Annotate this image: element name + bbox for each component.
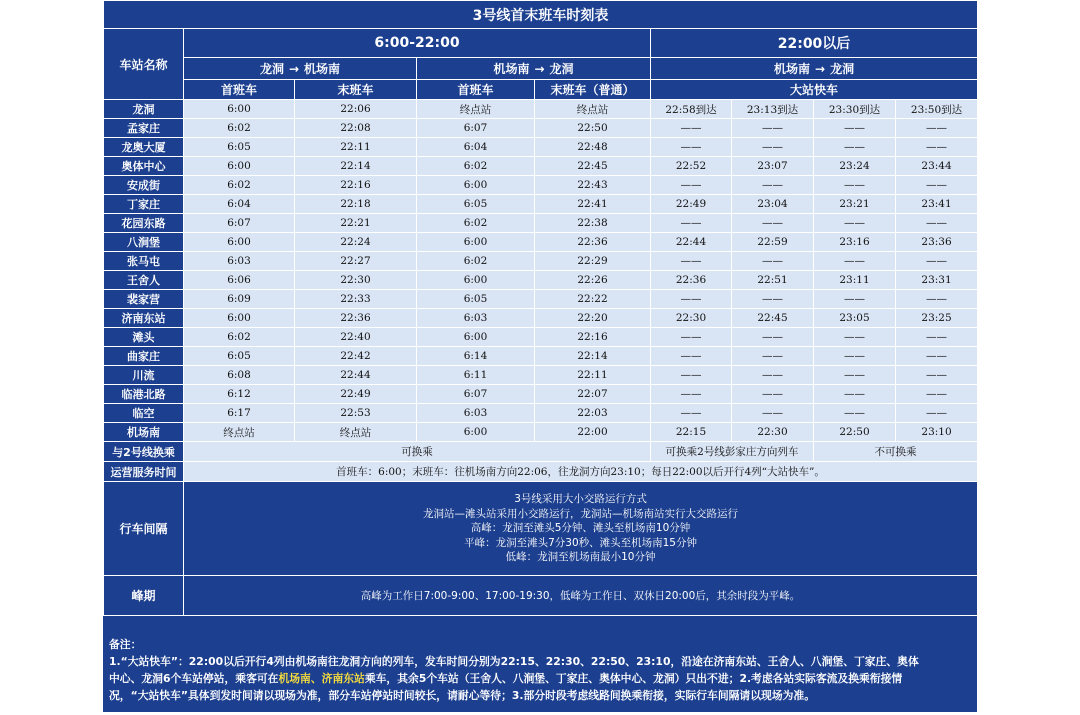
direction-header-airport-to-longdong: 机场南 → 龙洞 — [417, 58, 651, 80]
station-name: 孟家庄 — [104, 119, 184, 138]
express-time: 23:10 — [896, 423, 978, 442]
table-row — [104, 119, 978, 138]
last-train-time: 终点站 — [535, 100, 651, 119]
express-time: —— — [814, 119, 896, 138]
first-train-time: 6:09 — [184, 290, 295, 309]
express-time: 22:51 — [732, 271, 814, 290]
station-name: 花园东路 — [104, 214, 184, 233]
last-train-time: 22:16 — [535, 328, 651, 347]
express-time: 22:52 — [651, 157, 732, 176]
last-train-time: 22:00 — [535, 423, 651, 442]
table-row — [104, 252, 978, 271]
express-time: —— — [732, 404, 814, 423]
express-time: 22:49 — [651, 195, 732, 214]
express-time: —— — [651, 252, 732, 271]
express-time: —— — [814, 290, 896, 309]
station-name: 张马屯 — [104, 252, 184, 271]
express-time: 22:15 — [651, 423, 732, 442]
express-time: —— — [814, 366, 896, 385]
first-train-time: 6:05 — [417, 290, 535, 309]
table-row — [104, 404, 978, 423]
station-name: 川流 — [104, 366, 184, 385]
first-train-time: 6:05 — [184, 347, 295, 366]
express-time: —— — [651, 347, 732, 366]
table-row — [104, 138, 978, 157]
first-train-header: 首班车 — [417, 80, 535, 100]
express-time: —— — [651, 366, 732, 385]
first-train-time: 6:00 — [417, 176, 535, 195]
first-train-time: 6:04 — [184, 195, 295, 214]
transfer-day: 可换乘 — [184, 442, 651, 462]
first-train-time: 6:00 — [184, 157, 295, 176]
last-train-time: 22:16 — [295, 176, 417, 195]
last-train-time: 22:27 — [295, 252, 417, 271]
first-train-time: 终点站 — [417, 100, 535, 119]
express-time: —— — [814, 252, 896, 271]
express-time: 23:07 — [732, 157, 814, 176]
last-train-time: 22:29 — [535, 252, 651, 271]
express-time: —— — [896, 366, 978, 385]
last-train-time: 22:49 — [295, 385, 417, 404]
arrow-right-icon: → — [288, 62, 300, 76]
first-train-time: 6:00 — [417, 423, 535, 442]
first-train-time: 6:03 — [417, 404, 535, 423]
express-time: —— — [896, 290, 978, 309]
express-time: —— — [896, 214, 978, 233]
express-time: —— — [732, 252, 814, 271]
express-time: 22:50 — [814, 423, 896, 442]
express-time: 23:30到达 — [814, 100, 896, 119]
station-name: 临港北路 — [104, 385, 184, 404]
station-name: 龙奥大厦 — [104, 138, 184, 157]
table-row — [104, 328, 978, 347]
last-train-time: 22:14 — [295, 157, 417, 176]
first-train-time: 6:06 — [184, 271, 295, 290]
table-row — [104, 366, 978, 385]
table-row — [104, 347, 978, 366]
station-name: 滩头 — [104, 328, 184, 347]
first-train-time: 6:00 — [184, 309, 295, 328]
last-train-time: 22:40 — [295, 328, 417, 347]
notes-line-1: 1.“大站快车”：22:00以后开行4列由机场南往龙洞方向的列车，发车时间分别为22:15、22:30、22:50、23:10，沿途在济南东站、王舍人、八涧堡、丁家庄、奥体 — [109, 655, 919, 668]
table-row — [104, 309, 978, 328]
table-row — [104, 233, 978, 252]
express-time: —— — [896, 404, 978, 423]
last-train-time: 22:30 — [295, 271, 417, 290]
express-time: 22:59 — [732, 233, 814, 252]
express-time: 23:31 — [896, 271, 978, 290]
express-time: 23:36 — [896, 233, 978, 252]
direction-header-longdong-to-airport: 龙洞 → 机场南 — [184, 58, 417, 80]
last-train-time: 22:43 — [535, 176, 651, 195]
notes — [103, 628, 977, 712]
express-time: —— — [814, 328, 896, 347]
express-time: 23:16 — [814, 233, 896, 252]
last-train-time: 22:22 — [535, 290, 651, 309]
transfer-night-b: 不可换乘 — [814, 442, 978, 462]
station-name: 龙洞 — [104, 100, 184, 119]
table-row — [104, 290, 978, 309]
timetable — [103, 0, 978, 616]
last-train-time: 22:53 — [295, 404, 417, 423]
last-train-time: 22:20 — [535, 309, 651, 328]
express-time: —— — [896, 328, 978, 347]
express-time: —— — [732, 176, 814, 195]
express-time: 23:11 — [814, 271, 896, 290]
station-name: 安成街 — [104, 176, 184, 195]
express-time: 23:13到达 — [732, 100, 814, 119]
last-train-time: 22:26 — [535, 271, 651, 290]
express-time: 23:24 — [814, 157, 896, 176]
express-time: 23:25 — [896, 309, 978, 328]
express-time: —— — [732, 347, 814, 366]
first-train-time: 6:03 — [417, 309, 535, 328]
express-time: —— — [814, 176, 896, 195]
notes-line-3: 况，“大站快车”具体到发时间请以现场为准，部分车站停站时间较长，请耐心等待；3.部分时段考虑线路间换乘衔接，实际行车间隔请以现场为准。 — [109, 689, 816, 702]
last-train-time: 22:07 — [535, 385, 651, 404]
express-time: —— — [896, 176, 978, 195]
express-time: —— — [814, 347, 896, 366]
express-time: 23:41 — [896, 195, 978, 214]
period-day-header: 6:00-22:00 — [184, 29, 651, 58]
first-train-time: 6:14 — [417, 347, 535, 366]
last-train-time: 22:48 — [535, 138, 651, 157]
last-train-time: 22:42 — [295, 347, 417, 366]
express-time: —— — [814, 138, 896, 157]
station-name: 丁家庄 — [104, 195, 184, 214]
station-name: 机场南 — [104, 423, 184, 442]
express-time: —— — [896, 138, 978, 157]
express-time: —— — [732, 214, 814, 233]
last-train-time: 22:45 — [535, 157, 651, 176]
express-time: 22:58到达 — [651, 100, 732, 119]
table-row — [104, 195, 978, 214]
interval-text: 3号线采用大小交路运行方式 龙洞站—滩头站采用小交路运行，龙洞站—机场南站实行大交路运行 高峰：龙洞至滩头5分钟、滩头至机场南10分钟 平峰：龙洞至滩头7分30秒、滩头至机场南15分钟 低峰：龙洞至机场南最小10分钟 — [184, 482, 978, 576]
express-time: 23:21 — [814, 195, 896, 214]
first-train-time: 6:02 — [417, 214, 535, 233]
peak-label: 峰期 — [104, 576, 184, 616]
express-time: —— — [651, 290, 732, 309]
express-time: —— — [896, 385, 978, 404]
station-name: 奥体中心 — [104, 157, 184, 176]
table-row — [104, 423, 978, 442]
last-train-time: 22:41 — [535, 195, 651, 214]
last-train-time: 22:11 — [535, 366, 651, 385]
first-train-time: 6:04 — [417, 138, 535, 157]
station-column-header: 车站名称 — [104, 29, 184, 100]
first-train-time: 终点站 — [184, 423, 295, 442]
last-train-time: 22:14 — [535, 347, 651, 366]
direction-header-night: 机场南 → 龙洞 — [651, 58, 978, 80]
arrow-right-icon: → — [815, 62, 826, 76]
station-name: 济南东站 — [104, 309, 184, 328]
first-train-time: 6:12 — [184, 385, 295, 404]
table-row — [104, 176, 978, 195]
express-time: —— — [651, 404, 732, 423]
arrow-right-icon: → — [534, 62, 545, 76]
first-train-time: 6:07 — [184, 214, 295, 233]
last-train-time: 终点站 — [295, 423, 417, 442]
express-time: 22:30 — [732, 423, 814, 442]
last-train-time: 22:36 — [535, 233, 651, 252]
express-time: 23:44 — [896, 157, 978, 176]
express-time: —— — [732, 385, 814, 404]
table-row — [104, 214, 978, 233]
station-name: 曲家庄 — [104, 347, 184, 366]
table-row — [104, 100, 978, 119]
last-train-time: 22:06 — [295, 100, 417, 119]
last-train-time: 22:18 — [295, 195, 417, 214]
first-train-time: 6:07 — [417, 385, 535, 404]
express-time: —— — [896, 347, 978, 366]
express-time: —— — [651, 138, 732, 157]
table-title: 3号线首末班车时刻表 — [104, 1, 978, 29]
last-train-time: 22:50 — [535, 119, 651, 138]
express-time: —— — [651, 328, 732, 347]
express-time: 23:04 — [732, 195, 814, 214]
last-train-time: 22:11 — [295, 138, 417, 157]
express-time: 23:05 — [814, 309, 896, 328]
express-time: 22:45 — [732, 309, 814, 328]
express-time: —— — [814, 404, 896, 423]
first-train-time: 6:11 — [417, 366, 535, 385]
first-train-time: 6:03 — [184, 252, 295, 271]
express-time: 23:50到达 — [896, 100, 978, 119]
service-label: 运营服务时间 — [104, 462, 184, 482]
first-train-time: 6:02 — [417, 157, 535, 176]
first-train-time: 6:02 — [417, 252, 535, 271]
first-train-time: 6:08 — [184, 366, 295, 385]
express-time: —— — [814, 385, 896, 404]
highlighted-stations: 机场南、济南东站 — [278, 672, 365, 685]
express-time: 22:36 — [651, 271, 732, 290]
table-row — [104, 157, 978, 176]
first-train-time: 6:00 — [184, 233, 295, 252]
transfer-night-a: 可换乘2号线彭家庄方向列车 — [651, 442, 814, 462]
last-train-time: 22:08 — [295, 119, 417, 138]
station-name: 王舍人 — [104, 271, 184, 290]
last-train-time: 22:21 — [295, 214, 417, 233]
peak-text: 高峰为工作日7:00-9:00、17:00-19:30，低峰为工作日、双休日20:00后，其余时段为平峰。 — [184, 576, 978, 616]
first-train-time: 6:07 — [417, 119, 535, 138]
transfer-label: 与2号线换乘 — [104, 442, 184, 462]
express-header: 大站快车 — [651, 80, 978, 100]
last-train-time: 22:03 — [535, 404, 651, 423]
first-train-time: 6:02 — [184, 176, 295, 195]
last-train-header: 末班车 — [295, 80, 417, 100]
last-train-time: 22:36 — [295, 309, 417, 328]
last-train-time: 22:44 — [295, 366, 417, 385]
express-time: —— — [651, 214, 732, 233]
first-train-time: 6:00 — [417, 233, 535, 252]
last-train-time: 22:38 — [535, 214, 651, 233]
express-time: —— — [651, 119, 732, 138]
express-time: —— — [732, 366, 814, 385]
express-time: —— — [732, 328, 814, 347]
express-time: 22:30 — [651, 309, 732, 328]
station-name: 裴家营 — [104, 290, 184, 309]
express-time: —— — [896, 252, 978, 271]
interval-label: 行车间隔 — [104, 482, 184, 576]
express-time: —— — [896, 119, 978, 138]
station-name: 临空 — [104, 404, 184, 423]
table-row — [104, 385, 978, 404]
express-time: —— — [651, 385, 732, 404]
first-train-time: 6:02 — [184, 119, 295, 138]
service-text: 首班车：6:00；末班车：往机场南方向22:06，往龙洞方向23:10；每日22:00以后开行4列“大站快车”。 — [184, 462, 978, 482]
station-name: 八涧堡 — [104, 233, 184, 252]
first-train-time: 6:05 — [417, 195, 535, 214]
last-train-regular-header: 末班车（普通） — [535, 80, 651, 100]
notes-line-2: 中心、龙洞6个车站停站，乘客可在机场南、济南东站乘车，其余5个车站（王舍人、八涧堡、丁家庄、奥体中心、龙洞）只出不进；2.考虑各站实际客流及换乘衔接情 — [109, 672, 903, 685]
first-train-time: 6:00 — [184, 100, 295, 119]
first-train-time: 6:00 — [417, 271, 535, 290]
last-train-time: 22:24 — [295, 233, 417, 252]
express-time: —— — [814, 214, 896, 233]
first-train-time: 6:17 — [184, 404, 295, 423]
express-time: 22:44 — [651, 233, 732, 252]
first-train-time: 6:02 — [184, 328, 295, 347]
last-train-time: 22:33 — [295, 290, 417, 309]
notes-heading: 备注： — [109, 638, 142, 651]
express-time: —— — [732, 119, 814, 138]
express-time: —— — [651, 176, 732, 195]
first-train-time: 6:05 — [184, 138, 295, 157]
express-time: —— — [732, 138, 814, 157]
first-train-time: 6:00 — [417, 328, 535, 347]
timetable-sheet — [103, 0, 977, 712]
table-row — [104, 271, 978, 290]
period-night-header: 22:00以后 — [651, 29, 978, 58]
express-time: —— — [732, 290, 814, 309]
first-train-header: 首班车 — [184, 80, 295, 100]
